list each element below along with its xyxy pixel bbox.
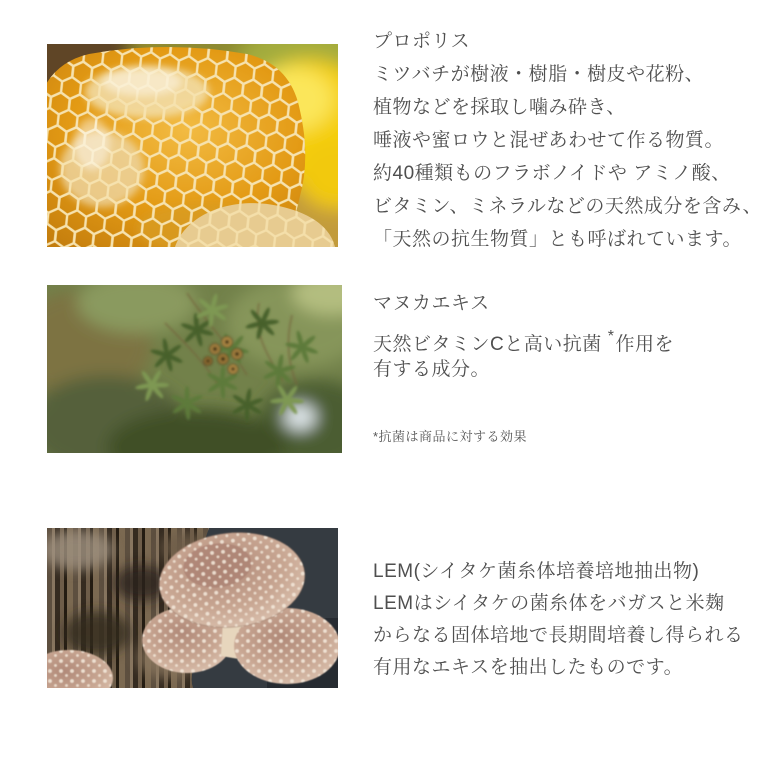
- manuka-body-line: 天然ビタミンCと高い抗菌 *作用を: [373, 320, 674, 353]
- propolis-body-line: 約40種類ものフラボノイドや アミノ酸、: [373, 163, 731, 184]
- lem-body-line: からなる固体培地で長期間培養し得られる: [373, 625, 744, 646]
- asterisk-superscript: *: [607, 328, 615, 345]
- lem-heading: LEM(シイタケ菌糸体培養培地抽出物): [373, 561, 700, 582]
- propolis-body-line: 「天然の抗生物質」とも呼ばれています。: [373, 229, 742, 250]
- propolis-text-block: [373, 25, 762, 256]
- manuka-plant-photo: [47, 285, 342, 453]
- antibacterial-footnote: *抗菌は商品に対する効果: [373, 429, 528, 444]
- manuka-body-line: 有する成分。: [373, 359, 491, 380]
- propolis-body-line: 唾液や蜜ロウと混ぜあわせて作る物質。: [373, 130, 725, 151]
- propolis-body-line: ビタミン、ミネラルなどの天然成分を含み、: [373, 196, 763, 217]
- lem-body-line: LEMはシイタケの菌糸体をバガスと米麹: [373, 593, 725, 614]
- shiitake-mushroom-photo: [47, 528, 338, 688]
- propolis-body-line: 植物などを採取し噛み砕き、: [373, 97, 626, 118]
- honeycomb-propolis-photo: [47, 44, 338, 247]
- manuka-heading: マヌカエキス: [373, 293, 490, 314]
- manuka-text-block: [373, 287, 674, 386]
- propolis-heading: プロポリス: [373, 31, 471, 52]
- lem-body-line: 有用なエキスを抽出したものです。: [373, 657, 684, 678]
- lem-text-block: [373, 556, 744, 684]
- propolis-body-line: ミツバチが樹液・樹脂・樹皮や花粉、: [373, 64, 705, 85]
